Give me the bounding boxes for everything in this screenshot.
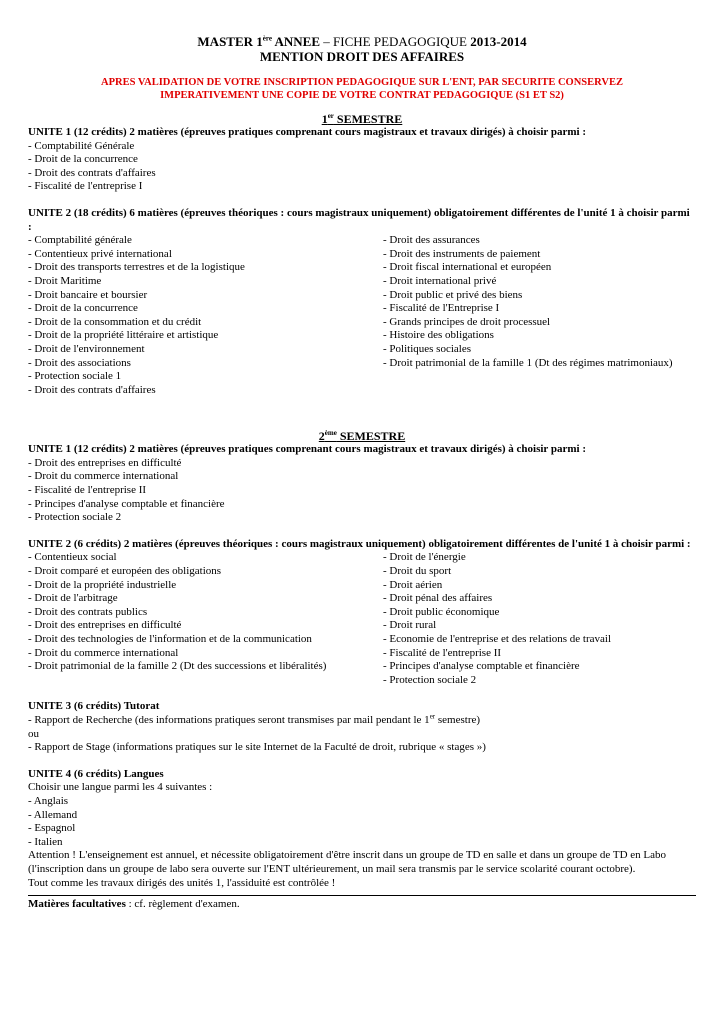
semester-1-num: 1 <box>321 112 328 126</box>
list-item: - Principes d'analyse comptable et financière <box>383 660 580 673</box>
page-subtitle: MENTION DROIT DES AFFAIRES <box>259 49 465 64</box>
list-item: - Politiques sociales <box>383 342 471 355</box>
list-item: - Droit des contrats d'affaires <box>28 383 156 396</box>
list-item: - Droit fiscal international et européen <box>383 261 552 274</box>
list-item: - Droit aérien <box>383 578 443 591</box>
page-title <box>28 34 696 49</box>
s1-unit-2-col-2 <box>383 234 696 397</box>
list-item: - Droit des entreprises en difficulté <box>28 619 182 632</box>
list-item: - Fiscalité de l'entreprise I <box>28 180 143 193</box>
list-item: - Droit de la consommation et du crédit <box>28 315 202 328</box>
semester-1-heading <box>28 112 696 126</box>
s2-unit-1-heading: UNITE 1 (12 crédits) 2 matières (épreuves pratiques comprenant cours magistraux et travaux dirigés) à choisir parmi : <box>28 443 586 456</box>
semester-2-sup: ème <box>324 429 337 438</box>
list-item: - Protection sociale 1 <box>28 370 122 383</box>
title-rest: – FICHE PEDAGOGIQUE <box>320 34 471 49</box>
list-item: - Droit public économique <box>383 605 500 618</box>
list-item: - Droit de l'arbitrage <box>28 592 118 605</box>
semester-2-heading <box>28 429 696 443</box>
list-item: - Droit du commerce international <box>28 470 179 483</box>
u3-line-1-end: semestre) <box>435 713 481 726</box>
s2-unit-2-list <box>28 551 696 687</box>
list-item: - Droit patrimonial de la famille 1 (Dt des régimes matrimoniaux) <box>383 356 673 369</box>
title-prefix: MASTER 1 <box>197 34 263 49</box>
semester-1-label: SEMESTRE <box>333 112 403 126</box>
list-item: - Fiscalité de l'entreprise II <box>28 484 147 497</box>
title-year: 2013-2014 <box>470 34 527 49</box>
s2-unit-4-heading: UNITE 4 (6 crédits) Langues <box>28 767 164 780</box>
s1-unit-2-list <box>28 234 696 397</box>
list-item: - Comptabilité Générale <box>28 139 135 152</box>
list-item: - Droit des assurances <box>383 234 480 247</box>
list-item: - Droit des transports terrestres et de la logistique <box>28 261 245 274</box>
footer-divider <box>28 895 696 896</box>
list-item: - Fiscalité de l'entreprise II <box>383 646 502 659</box>
list-item: - Droit de la concurrence <box>28 153 138 166</box>
list-item: - Comptabilité générale <box>28 234 132 247</box>
document-page <box>28 34 696 912</box>
semester-1-sup: er <box>327 112 334 120</box>
s2-unit-1-list <box>28 457 696 525</box>
list-item: - Protection sociale 2 <box>28 511 122 524</box>
s2-unit-3-heading: UNITE 3 (6 crédits) Tutorat <box>28 700 160 713</box>
list-item: - Droit public et privé des biens <box>383 288 523 301</box>
attention-note: Attention ! L'enseignement est annuel, et nécessite obligatoirement d'être inscrit dans un groupe de TD en salle et dans un groupe de TD en Labo (l'inscription dans un groupe de labo sera ouverte sur l'ENT ultérieurement, un mail sera transmis par le service scolarité courant octobre). <box>28 849 667 875</box>
semester-2-label: SEMESTRE <box>336 429 406 444</box>
s2-unit-2-heading: UNITE 2 (6 crédits) 2 matières (épreuves théoriques : cours magistraux uniquement) obligatoirement différentes de l'unité 1 à choisir parmi : <box>28 537 691 550</box>
warning-line-2: IMPERATIVEMENT UNE COPIE DE VOTRE CONTRAT PEDAGOGIQUE (S1 ET S2) <box>160 90 564 101</box>
footer-label: Matières facultatives <box>28 898 126 911</box>
s1-unit-1-list <box>28 140 696 194</box>
s1-unit-1-heading: UNITE 1 (12 crédits) 2 matières (épreuves pratiques comprenant cours magistraux et travaux dirigés) à choisir parmi : <box>28 126 586 138</box>
semester-2-num: 2 <box>318 429 325 444</box>
list-item: - Droit des contrats d'affaires <box>28 166 156 179</box>
s2-unit-2-col-1 <box>28 551 383 687</box>
list-item: - Droit du commerce international <box>28 646 179 659</box>
list-item: - Histoire des obligations <box>383 329 494 342</box>
list-item: - Principes d'analyse comptable et financière <box>28 497 225 510</box>
u3-line-1-sup: er <box>429 712 436 721</box>
footer-note <box>28 898 696 912</box>
s2-unit-3-or: ou <box>28 727 39 740</box>
u3-line-1-text: - Rapport de Recherche (des informations pratiques seront transmises par mail pendant le 1 <box>28 713 430 726</box>
warning-line-1: APRES VALIDATION DE VOTRE INSCRIPTION PEDAGOGIQUE SUR L'ENT, PAR SECURITE CONSERVEZ <box>101 77 623 88</box>
title-sup: ère <box>262 34 272 43</box>
footer-text: : cf. règlement d'examen. <box>125 898 240 911</box>
s1-unit-2-col-1 <box>28 234 383 397</box>
list-item: - Contentieux privé international <box>28 247 172 260</box>
list-item: - Droit des contrats publics <box>28 605 148 618</box>
list-item: - Grands principes de droit processuel <box>383 315 551 328</box>
list-item: - Droit comparé et européen des obligations <box>28 565 222 578</box>
title-annee: ANNEE <box>271 34 321 49</box>
list-item: - Espagnol <box>28 822 76 835</box>
list-item: - Anglais <box>28 794 69 807</box>
list-item: - Droit pénal des affaires <box>383 592 493 605</box>
warning-notice <box>28 76 696 102</box>
assiduite-note: Tout comme les travaux dirigés des unités 1, l'assiduité est contrôlée ! <box>28 876 336 889</box>
list-item: - Fiscalité de l'Entreprise I <box>383 302 500 315</box>
list-item: - Droit rural <box>383 619 437 632</box>
s2-unit-3-line-2: - Rapport de Stage (informations pratiques sur le site Internet de la Faculté de droit, rubrique « stages ») <box>28 741 486 754</box>
list-item: - Droit des instruments de paiement <box>383 247 541 260</box>
list-item: - Droit Maritime <box>28 274 102 287</box>
list-item: - Droit du sport <box>383 565 452 578</box>
list-item: - Droit des technologies de l'information et de la communication <box>28 633 312 645</box>
list-item: - Droit des entreprises en difficulté <box>28 456 182 469</box>
s1-unit-2-heading: UNITE 2 (18 crédits) 6 matières (épreuves théoriques : cours magistraux uniquement) obligatoirement différentes de l'unité 1 à choisir parmi : <box>28 206 690 233</box>
list-item: - Droit de l'environnement <box>28 342 145 355</box>
list-item: - Allemand <box>28 808 78 821</box>
list-item: - Droit des associations <box>28 356 131 369</box>
list-item: - Contentieux social <box>28 551 117 564</box>
list-item: - Droit de l'énergie <box>383 551 466 564</box>
list-item: - Droit patrimonial de la famille 2 (Dt des successions et libéralités) <box>28 660 327 673</box>
list-item: - Droit de la propriété littéraire et artistique <box>28 329 219 342</box>
list-item: - Droit de la propriété industrielle <box>28 578 177 591</box>
s2-unit-2-col-2 <box>383 551 696 687</box>
list-item: - Droit bancaire et boursier <box>28 288 148 301</box>
s2-unit-4-intro: Choisir une langue parmi les 4 suivantes : <box>28 781 213 794</box>
list-item: - Droit international privé <box>383 274 497 287</box>
s2-unit-3-line-1 <box>28 714 696 728</box>
list-item: - Droit de la concurrence <box>28 302 138 315</box>
list-item: - Protection sociale 2 <box>383 673 477 686</box>
list-item: - Economie de l'entreprise et des relations de travail <box>383 633 612 645</box>
list-item: - Italien <box>28 835 63 848</box>
